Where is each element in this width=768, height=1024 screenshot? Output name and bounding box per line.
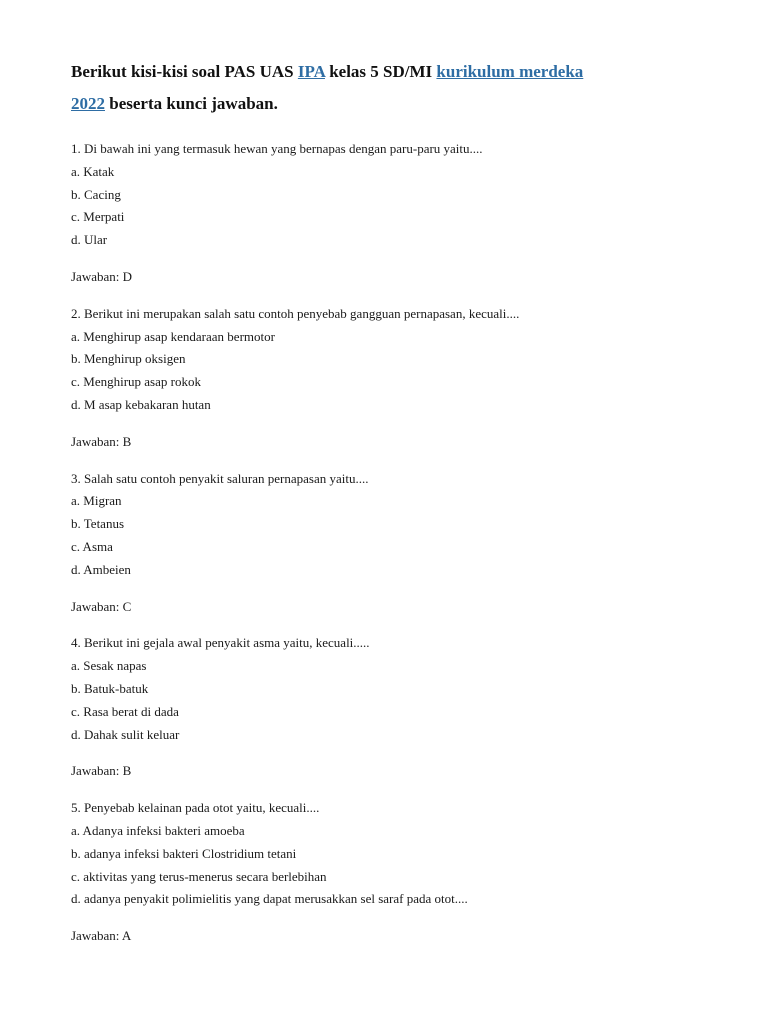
option-a: a. Menghirup asap kendaraan bermotor bbox=[71, 328, 275, 344]
question-1 bbox=[71, 138, 711, 289]
question-4 bbox=[71, 632, 711, 783]
option-a: a. Migran bbox=[71, 493, 122, 509]
question-text: 4. Berikut ini gejala awal penyakit asma yaitu, kecuali..... bbox=[71, 635, 370, 651]
answer-key: Jawaban: D bbox=[71, 268, 133, 284]
title-text-2: kelas 5 SD/MI bbox=[324, 62, 437, 81]
option-d: d. Ular bbox=[71, 232, 108, 248]
option-a: a. Sesak napas bbox=[71, 658, 147, 674]
option-b: b. Menghirup oksigen bbox=[71, 351, 186, 367]
option-d: d. Ambeien bbox=[71, 561, 131, 577]
question-text: 1. Di bawah ini yang termasuk hewan yang bernapas dengan paru-paru yaitu.... bbox=[71, 141, 483, 156]
kurikulum-merdeka-link[interactable]: kurikulum merdeka bbox=[436, 62, 584, 81]
option-a: a. Katak bbox=[71, 163, 115, 179]
question-3 bbox=[71, 468, 711, 619]
kurikulum-merdeka-link-year[interactable]: 2022 bbox=[71, 94, 105, 113]
option-c: c. Asma bbox=[71, 538, 113, 554]
option-a: a. Adanya infeksi bakteri amoeba bbox=[71, 822, 245, 838]
option-b: b. adanya infeksi bakteri Clostridium tetani bbox=[71, 845, 297, 861]
document-page bbox=[71, 56, 711, 962]
option-d: d. adanya penyakit polimielitis yang dapat merusakkan sel saraf pada otot.... bbox=[71, 891, 468, 907]
question-text: 5. Penyebab kelainan pada otot yaitu, kecuali.... bbox=[71, 800, 320, 816]
option-d: d. Dahak sulit keluar bbox=[71, 726, 180, 742]
question-2 bbox=[71, 303, 711, 454]
answer-key: Jawaban: A bbox=[71, 928, 132, 944]
answer-key: Jawaban: C bbox=[71, 598, 132, 614]
question-list bbox=[71, 138, 711, 948]
option-b: b. Tetanus bbox=[71, 516, 125, 532]
option-c: c. Rasa berat di dada bbox=[71, 703, 179, 719]
option-c: c. Menghirup asap rokok bbox=[71, 374, 201, 390]
answer-key: Jawaban: B bbox=[71, 763, 132, 779]
ipa-link[interactable]: IPA bbox=[297, 62, 325, 81]
document-title bbox=[71, 56, 711, 120]
option-b: b. Batuk-batuk bbox=[71, 680, 149, 696]
option-d: d. M asap kebakaran hutan bbox=[71, 396, 211, 412]
title-text-1: Berikut kisi-kisi soal PAS UAS bbox=[71, 62, 298, 81]
option-b: b. Cacing bbox=[71, 186, 121, 202]
answer-key: Jawaban: B bbox=[71, 433, 132, 449]
question-5 bbox=[71, 797, 711, 948]
option-c: c. Merpati bbox=[71, 209, 125, 225]
question-text: 2. Berikut ini merupakan salah satu contoh penyebab gangguan pernapasan, kecuali.... bbox=[71, 305, 520, 321]
question-text: 3. Salah satu contoh penyakit saluran pernapasan yaitu.... bbox=[71, 470, 369, 486]
option-c: c. aktivitas yang terus-menerus secara berlebihan bbox=[71, 868, 327, 884]
title-text-3: beserta kunci jawaban. bbox=[105, 94, 278, 113]
